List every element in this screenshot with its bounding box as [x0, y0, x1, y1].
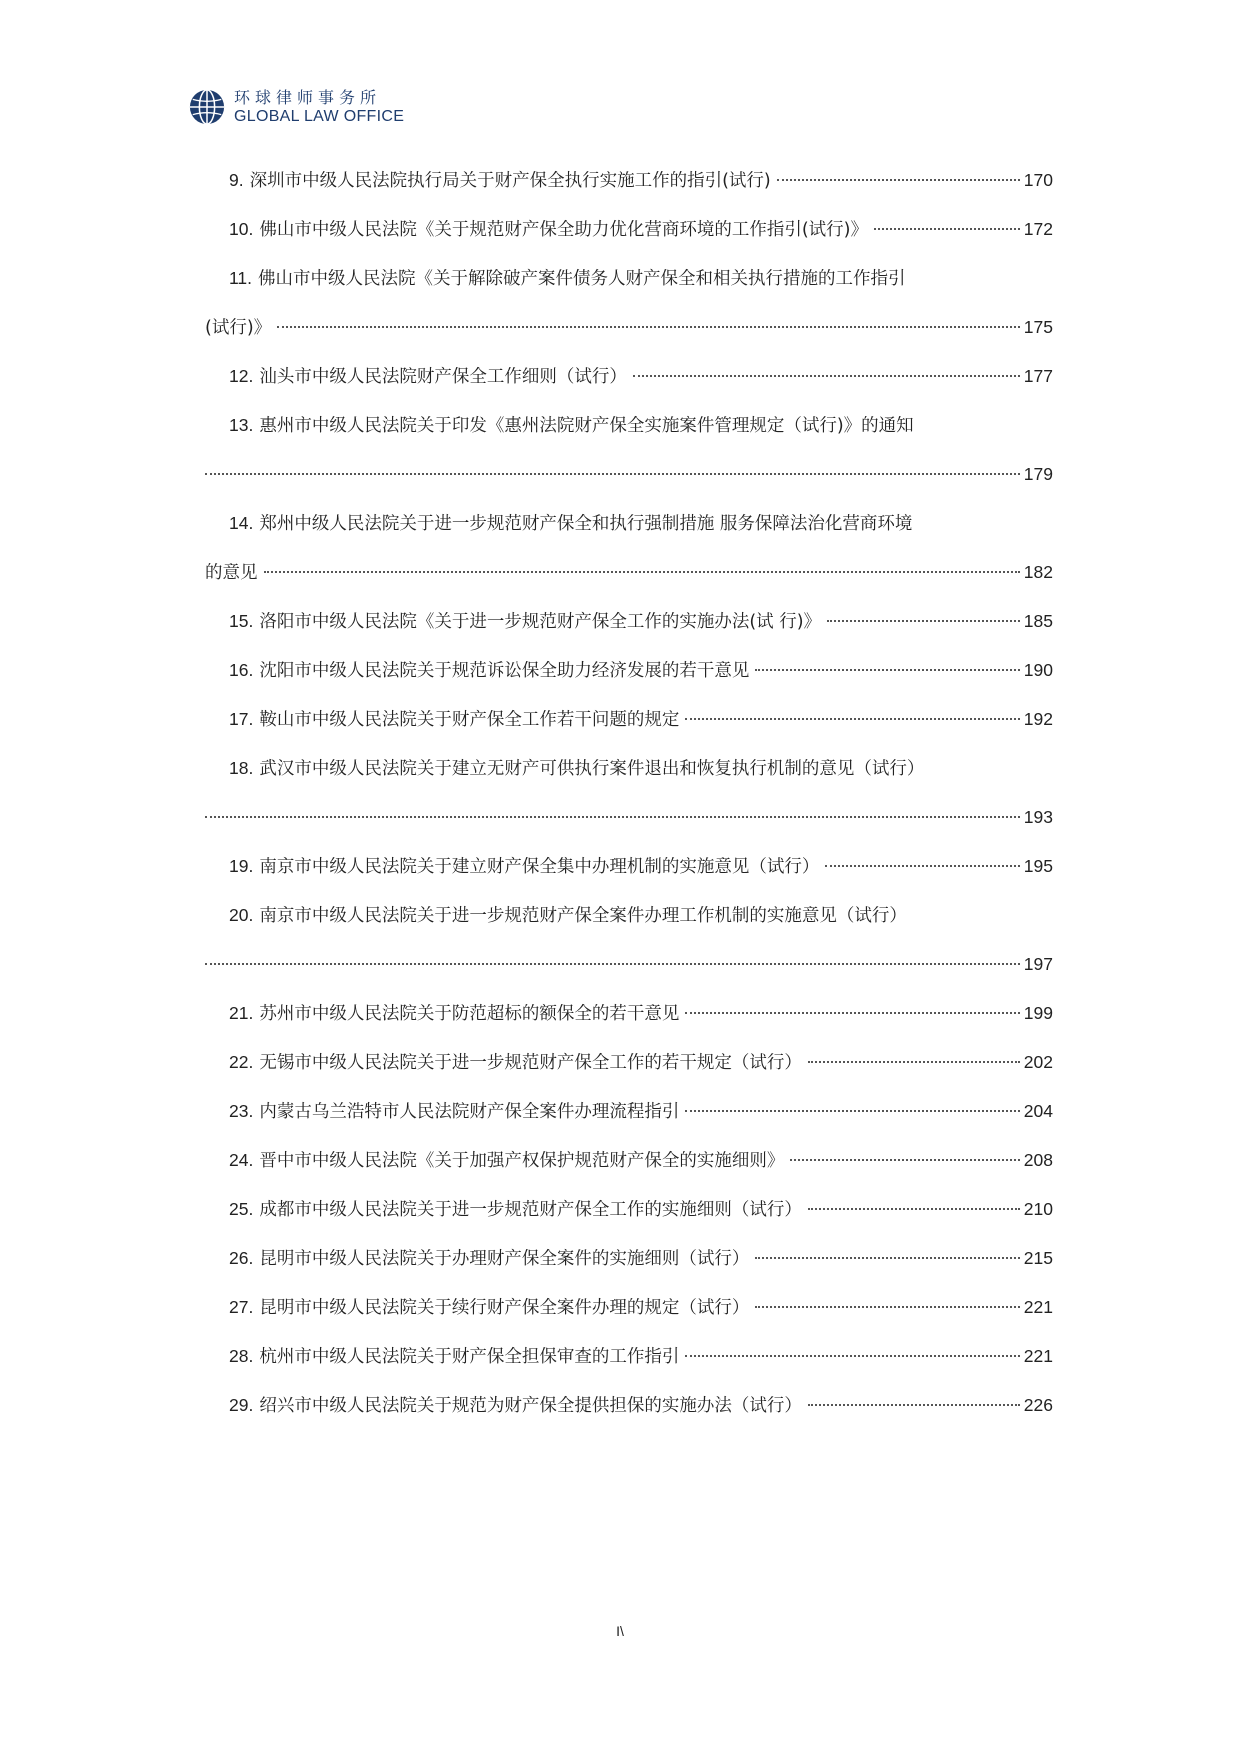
- toc-entry-page: 221: [1023, 1297, 1053, 1317]
- toc-entry-page: 182: [1023, 562, 1053, 582]
- toc-entry-27[interactable]: [229, 1283, 1053, 1332]
- toc-entry-13-continued[interactable]: [229, 450, 1053, 499]
- toc-entry-number: 23.: [229, 1101, 254, 1121]
- toc-entry-title: 惠州市中级人民法院关于印发《惠州法院财产保全实施案件管理规定（试行)》的通知: [259, 416, 914, 436]
- dot-leader: [685, 1110, 1019, 1112]
- toc-entry-page: 197: [1023, 954, 1053, 974]
- toc-entry-24[interactable]: [229, 1136, 1053, 1185]
- toc-entry-title: 杭州市中级人民法院关于财产保全担保审查的工作指引: [259, 1347, 680, 1367]
- dot-leader: [633, 375, 1020, 377]
- toc-entry-page: 221: [1023, 1346, 1053, 1366]
- toc-entry-page: 190: [1023, 660, 1053, 680]
- toc-entry-18-continued[interactable]: [229, 793, 1053, 842]
- toc-entry-23[interactable]: [229, 1087, 1053, 1136]
- toc-entry-number: 22.: [229, 1052, 254, 1072]
- toc-entry-title: 鞍山市中级人民法院关于财产保全工作若干问题的规定: [259, 710, 680, 730]
- brand-name-cn: 环球律师事务所: [234, 88, 382, 107]
- header-logo: [188, 86, 404, 128]
- dot-leader: [808, 1208, 1020, 1210]
- toc-entry-20[interactable]: [229, 891, 1053, 940]
- toc-entry-number: 21.: [229, 1003, 254, 1023]
- toc-entry-title: 佛山市中级人民法院《关于解除破产案件债务人财产保全和相关执行措施的工作指引: [258, 269, 906, 289]
- dot-leader: [755, 1257, 1019, 1259]
- toc-entry-title: 内蒙古乌兰浩特市人民法院财产保全案件办理流程指引: [259, 1102, 680, 1122]
- toc-entry-11[interactable]: [229, 254, 1053, 303]
- dot-leader: [685, 1355, 1019, 1357]
- toc-entry-10[interactable]: [229, 205, 1053, 254]
- toc-entry-page: 204: [1023, 1101, 1053, 1121]
- toc-entry-number: 27.: [229, 1297, 254, 1317]
- toc-entry-title: 佛山市中级人民法院《关于规范财产保全助力优化营商环境的工作指引(试行)》: [259, 220, 868, 240]
- dot-leader: [277, 326, 1020, 328]
- toc-entry-20-continued[interactable]: [229, 940, 1053, 989]
- toc-entry-number: 20.: [229, 905, 254, 925]
- toc-entry-25[interactable]: [229, 1185, 1053, 1234]
- brand-name-en: GLOBAL LAW OFFICE: [234, 108, 405, 125]
- toc-entry-number: 12.: [229, 366, 254, 386]
- page-number: I\: [616, 1623, 624, 1639]
- toc-entry-28[interactable]: [229, 1332, 1053, 1381]
- toc-entry-number: 10.: [229, 219, 254, 239]
- dot-leader: [685, 1012, 1019, 1014]
- toc-entry-13[interactable]: [229, 401, 1053, 450]
- toc-entry-page: 177: [1023, 366, 1053, 386]
- dot-leader: [264, 571, 1020, 573]
- toc-entry-page: 199: [1023, 1003, 1053, 1023]
- toc-entry-title: 南京市中级人民法院关于建立财产保全集中办理机制的实施意见（试行）: [259, 857, 820, 877]
- toc-entry-19[interactable]: [229, 842, 1053, 891]
- dot-leader: [685, 718, 1019, 720]
- toc-entry-number: 28.: [229, 1346, 254, 1366]
- toc-entry-title: 郑州中级人民法院关于进一步规范财产保全和执行强制措施 服务保障法治化营商环境: [259, 514, 913, 534]
- toc-entry-title: 沈阳市中级人民法院关于规范诉讼保全助力经济发展的若干意见: [259, 661, 750, 681]
- toc-entry-number: 19.: [229, 856, 254, 876]
- toc-entry-number: 26.: [229, 1248, 254, 1268]
- toc-entry-title: 深圳市中级人民法院执行局关于财产保全执行实施工作的指引(试行): [249, 171, 771, 191]
- table-of-contents: [205, 156, 1053, 1430]
- toc-entry-page: 202: [1023, 1052, 1053, 1072]
- toc-entry-number: 14.: [229, 513, 254, 533]
- toc-entry-title: 绍兴市中级人民法院关于规范为财产保全提供担保的实施办法（试行）: [259, 1396, 802, 1416]
- dot-leader: [808, 1061, 1020, 1063]
- dot-leader: [790, 1159, 1019, 1161]
- toc-entry-page: 179: [1023, 464, 1053, 484]
- toc-entry-17[interactable]: [229, 695, 1053, 744]
- toc-entry-number: 11.: [229, 268, 253, 288]
- toc-entry-page: 193: [1023, 807, 1053, 827]
- dot-leader: [777, 179, 1020, 181]
- dot-leader: [205, 816, 1020, 818]
- toc-entry-page: 172: [1023, 219, 1053, 239]
- toc-entry-title: 成都市中级人民法院关于进一步规范财产保全工作的实施细则（试行）: [259, 1200, 802, 1220]
- toc-entry-9[interactable]: [229, 156, 1053, 205]
- dot-leader: [827, 620, 1020, 622]
- toc-entry-page: 208: [1023, 1150, 1053, 1170]
- toc-entry-page: 210: [1023, 1199, 1053, 1219]
- toc-entry-page: 195: [1023, 856, 1053, 876]
- toc-entry-26[interactable]: [229, 1234, 1053, 1283]
- dot-leader: [808, 1404, 1020, 1406]
- dot-leader: [874, 228, 1020, 230]
- toc-entry-18[interactable]: [229, 744, 1053, 793]
- toc-entry-14[interactable]: [229, 499, 1053, 548]
- toc-entry-number: 16.: [229, 660, 254, 680]
- toc-entry-title: 南京市中级人民法院关于进一步规范财产保全案件办理工作机制的实施意见（试行）: [259, 906, 907, 926]
- toc-entry-page: 226: [1023, 1395, 1053, 1415]
- toc-entry-22[interactable]: [229, 1038, 1053, 1087]
- toc-entry-21[interactable]: [229, 989, 1053, 1038]
- toc-entry-number: 15.: [229, 611, 254, 631]
- toc-entry-page: 215: [1023, 1248, 1053, 1268]
- toc-entry-number: 13.: [229, 415, 254, 435]
- toc-entry-title: 苏州市中级人民法院关于防范超标的额保全的若干意见: [259, 1004, 680, 1024]
- toc-entry-title: 昆明市中级人民法院关于续行财产保全案件办理的规定（试行）: [259, 1298, 750, 1318]
- toc-entry-number: 29.: [229, 1395, 254, 1415]
- toc-entry-title: 汕头市中级人民法院财产保全工作细则（试行）: [259, 367, 627, 387]
- toc-entry-number: 25.: [229, 1199, 254, 1219]
- toc-entry-number: 9.: [229, 170, 244, 190]
- toc-entry-number: 18.: [229, 758, 254, 778]
- dot-leader: [755, 1306, 1019, 1308]
- brand-text: [234, 88, 404, 126]
- dot-leader: [205, 473, 1020, 475]
- toc-entry-title: 洛阳市中级人民法院《关于进一步规范财产保全工作的实施办法(试 行)》: [259, 612, 822, 632]
- toc-entry-page: 192: [1023, 709, 1053, 729]
- toc-entry-page: 170: [1023, 170, 1053, 190]
- toc-entry-15[interactable]: [229, 597, 1053, 646]
- dot-leader: [755, 669, 1019, 671]
- toc-entry-title: 无锡市中级人民法院关于进一步规范财产保全工作的若干规定（试行）: [259, 1053, 802, 1073]
- toc-entry-12[interactable]: [229, 352, 1053, 401]
- toc-entry-29[interactable]: [229, 1381, 1053, 1430]
- toc-entry-title: 昆明市中级人民法院关于办理财产保全案件的实施细则（试行）: [259, 1249, 750, 1269]
- toc-entry-title: 晋中市中级人民法院《关于加强产权保护规范财产保全的实施细则》: [259, 1151, 785, 1171]
- toc-entry-title: 武汉市中级人民法院关于建立无财产可供执行案件退出和恢复执行机制的意见（试行）: [259, 759, 925, 779]
- toc-entry-number: 17.: [229, 709, 254, 729]
- dot-leader: [825, 865, 1019, 867]
- toc-entry-16[interactable]: [229, 646, 1053, 695]
- toc-entry-page: 175: [1023, 317, 1053, 337]
- toc-entry-11-continued[interactable]: [205, 303, 1053, 352]
- globe-logo-icon: [188, 88, 226, 126]
- toc-entry-14-continued[interactable]: [205, 548, 1053, 597]
- toc-entry-title-continued: 的意见: [205, 563, 258, 583]
- toc-entry-page: 185: [1023, 611, 1053, 631]
- toc-entry-number: 24.: [229, 1150, 254, 1170]
- dot-leader: [205, 963, 1020, 965]
- toc-entry-title-continued: (试行)》: [205, 318, 272, 338]
